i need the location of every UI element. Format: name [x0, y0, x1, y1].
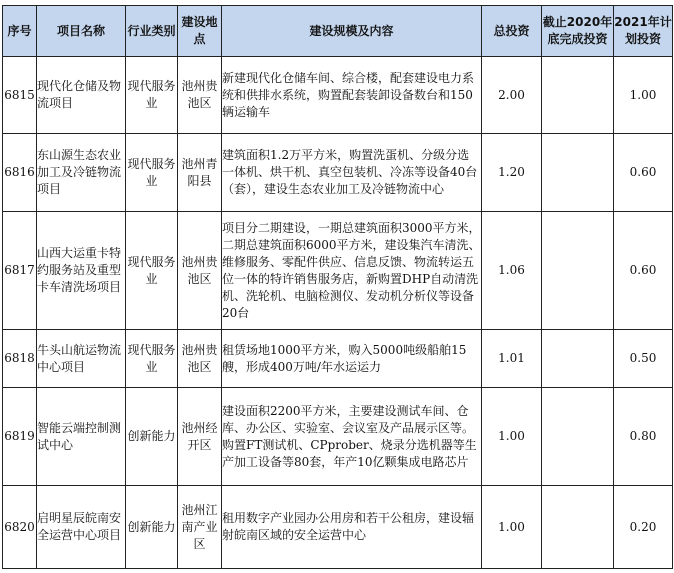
- cell-no: 6819: [3, 388, 37, 486]
- cell-total: 1.00: [482, 486, 542, 569]
- cell-total: 2.00: [482, 57, 542, 134]
- cell-done: [542, 212, 614, 330]
- cell-plan: 0.80: [614, 388, 673, 486]
- header-location: 建设地点: [178, 6, 222, 57]
- cell-total: 1.06: [482, 212, 542, 330]
- table-row: [3, 134, 673, 212]
- cell-plan: 0.50: [614, 330, 673, 388]
- cell-name: 现代化仓储及物流项目: [37, 57, 126, 134]
- cell-done: [542, 134, 614, 212]
- cell-no: 6816: [3, 134, 37, 212]
- cell-no: 6817: [3, 212, 37, 330]
- table-row: [3, 330, 673, 388]
- cell-scale: 建设面积2200平方米，主要建设测试车间、仓库、办公区、实验室、会议室及产品展示区等。购置FT测试机、CPprober、烧录分选机器等生产加工设备等80套，年产10亿颗集成电路芯片: [222, 388, 482, 486]
- cell-done: [542, 388, 614, 486]
- cell-name: 牛头山航运物流中心项目: [37, 330, 126, 388]
- cell-industry: 现代服务业: [126, 330, 178, 388]
- cell-total: 1.01: [482, 330, 542, 388]
- header-done: 截止2020年底完成投资: [542, 6, 614, 57]
- cell-name: 启明星辰皖南安全运营中心项目: [37, 486, 126, 569]
- table-row: [3, 388, 673, 486]
- cell-total: 1.00: [482, 388, 542, 486]
- cell-done: [542, 330, 614, 388]
- header-total: 总投资: [482, 6, 542, 57]
- cell-plan: 0.60: [614, 134, 673, 212]
- table-row: [3, 57, 673, 134]
- table-row: [3, 212, 673, 330]
- cell-no: 6818: [3, 330, 37, 388]
- cell-name: 智能云端控制测试中心: [37, 388, 126, 486]
- header-plan: 2021年计划投资: [614, 6, 673, 57]
- investment-projects-table: [2, 5, 673, 569]
- cell-name: 东山源生态农业加工及冷链物流项目: [37, 134, 126, 212]
- table-row: [3, 486, 673, 569]
- header-scale: 建设规模及内容: [222, 6, 482, 57]
- cell-location: 池州青阳县: [178, 134, 222, 212]
- cell-plan: 1.00: [614, 57, 673, 134]
- cell-industry: 现代服务业: [126, 212, 178, 330]
- cell-plan: 0.20: [614, 486, 673, 569]
- header-no: 序号: [3, 6, 37, 57]
- cell-done: [542, 57, 614, 134]
- cell-name: 山西大运重卡特约服务站及重型卡车清洗场项目: [37, 212, 126, 330]
- cell-location: 池州贵池区: [178, 57, 222, 134]
- cell-industry: 现代服务业: [126, 134, 178, 212]
- cell-scale: 项目分二期建设，一期总建筑面积3000平方米，二期总建筑面积6000平方米，建设集汽车清洗、维修服务、零配件供应、信息反馈、物流转运五位一体的特许销售服务店，新购置DHP自动清洗机、洗轮机、电脑检测仪、发动机分析仪等设备20台: [222, 212, 482, 330]
- header-name: 项目名称: [37, 6, 126, 57]
- cell-scale: 租赁场地1000平方米，购入5000吨级船舶15艘，形成400万吨/年水运运力: [222, 330, 482, 388]
- cell-plan: 0.60: [614, 212, 673, 330]
- cell-scale: 建筑面积1.2万平方米，购置洗蛋机、分级分选一体机、烘干机、真空包装机、冷冻等设备40台（套），建设生态农业加工及冷链物流中心: [222, 134, 482, 212]
- cell-no: 6820: [3, 486, 37, 569]
- cell-no: 6815: [3, 57, 37, 134]
- cell-scale: 新建现代化仓储车间、综合楼，配套建设电力系统和供排水系统，购置配套装卸设备数台和150辆运输车: [222, 57, 482, 134]
- cell-total: 1.20: [482, 134, 542, 212]
- cell-done: [542, 486, 614, 569]
- cell-industry: 现代服务业: [126, 57, 178, 134]
- cell-location: 池州贵池区: [178, 212, 222, 330]
- cell-location: 池州经开区: [178, 388, 222, 486]
- cell-location: 池州江南产业区: [178, 486, 222, 569]
- cell-scale: 租用数字产业园办公用房和若干公租房，建设辐射皖南区域的安全运营中心: [222, 486, 482, 569]
- cell-location: 池州贵池区: [178, 330, 222, 388]
- cell-industry: 创新能力: [126, 486, 178, 569]
- table-header-row: [3, 6, 673, 57]
- header-industry: 行业类别: [126, 6, 178, 57]
- cell-industry: 创新能力: [126, 388, 178, 486]
